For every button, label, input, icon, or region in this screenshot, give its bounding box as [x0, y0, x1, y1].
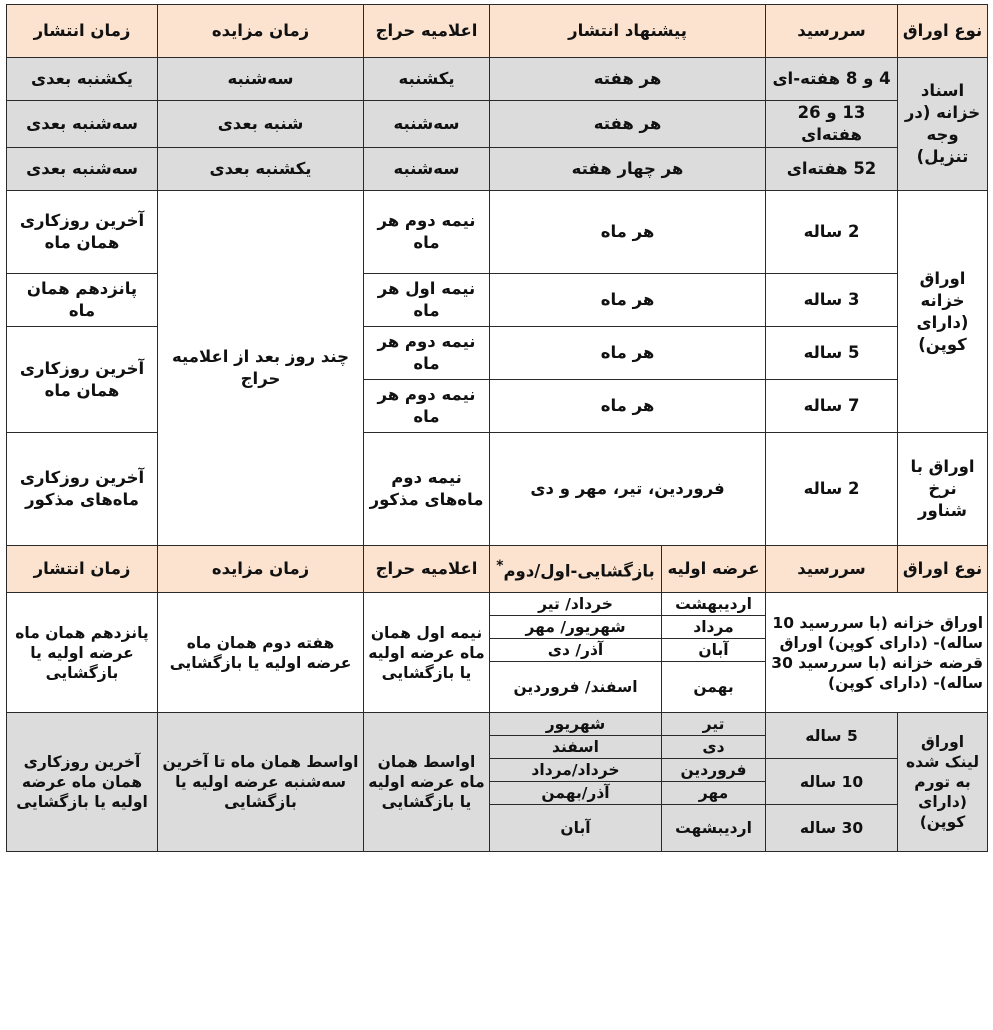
header-issue: زمان انتشار [7, 5, 158, 58]
reopen-cell: شهریور/ مهر [490, 616, 662, 639]
offer-cell: هر ماه [490, 327, 766, 380]
offer-cell: هر هفته [490, 58, 766, 101]
header-initial: عرضه اولیه [662, 546, 766, 593]
type-long-bonds: اوراق خزانه (با سررسید 10 ساله)- (دارای کوپن) اوراق قرضه خزانه (با سررسید 30 ساله)- (دارای کوپن) [766, 593, 988, 713]
offer-cell: هر هفته [490, 101, 766, 148]
reopen-cell: شهریور [490, 713, 662, 736]
maturity-cell: 4 و 8 هفته-ای [766, 58, 898, 101]
issue-cell: سه‌شنبه بعدی [7, 101, 158, 148]
header-offer: پیشنهاد انتشار [490, 5, 766, 58]
type-floating-rate: اوراق با نرخ شناور [898, 433, 988, 546]
initial-cell: دی [662, 736, 766, 759]
issue-cell: آخرین روزکاری ماه‌های مذکور [7, 433, 158, 546]
maturity-cell: 52 هفته‌ای [766, 148, 898, 191]
maturity-cell: 2 ساله [766, 191, 898, 274]
initial-cell: تیر [662, 713, 766, 736]
notice-cell: نیمه اول همان ماه عرضه اولیه یا بازگشایی [364, 593, 490, 713]
notice-cell: یکشنبه [364, 58, 490, 101]
header-reopen [490, 546, 662, 593]
header-type: نوع اوراق [898, 546, 988, 593]
maturity-cell: 10 ساله [766, 759, 898, 805]
notice-cell: نیمه دوم ماه‌های مذکور [364, 433, 490, 546]
issue-cell: یکشنبه بعدی [7, 58, 158, 101]
header-auction: زمان مزایده [158, 546, 364, 593]
type-inflation-linked: اوراق لینک شده به تورم (دارای کوپن) [898, 713, 988, 852]
maturity-cell: 3 ساله [766, 274, 898, 327]
reopen-cell: اسفند/ فروردین [490, 662, 662, 713]
issue-cell: آخرین روزکاری همان ماه [7, 191, 158, 274]
offer-cell: هر چهار هفته [490, 148, 766, 191]
reopen-cell: اسفند [490, 736, 662, 759]
initial-cell: اردیبهشت [662, 593, 766, 616]
maturity-cell: 5 ساله [766, 327, 898, 380]
table-row [7, 58, 988, 101]
offer-cell: هر ماه [490, 191, 766, 274]
header-maturity: سررسید [766, 5, 898, 58]
auction-cell: سه‌شنبه [158, 58, 364, 101]
reopen-cell: آبان [490, 805, 662, 852]
treasury-auction-schedule-table [6, 4, 988, 852]
initial-cell: بهمن [662, 662, 766, 713]
type-treasury-bills: اسناد خزانه (در وجه تنزیل) [898, 58, 988, 191]
notice-cell: نیمه اول هر ماه [364, 274, 490, 327]
table-row [7, 101, 988, 148]
initial-cell: آبان [662, 639, 766, 662]
issue-cell: پانزدهم همان ماه عرضه اولیه یا بازگشایی [7, 593, 158, 713]
table-row [7, 713, 988, 736]
header-reopen-mark: * [496, 558, 504, 575]
issue-cell: سه‌شنبه بعدی [7, 148, 158, 191]
header-reopen-label: بازگشایی-اول/دوم [503, 561, 655, 581]
auction-cell: یکشنبه بعدی [158, 148, 364, 191]
initial-cell: فروردین [662, 759, 766, 782]
notice-cell: نیمه دوم هر ماه [364, 327, 490, 380]
table-row [7, 191, 988, 274]
treasury-schedule-table-wrapper [6, 4, 987, 852]
maturity-cell: 30 ساله [766, 805, 898, 852]
table-row [7, 148, 988, 191]
header-maturity: سررسید [766, 546, 898, 593]
offer-cell: هر ماه [490, 380, 766, 433]
maturity-cell: 13 و 26 هفته‌ای [766, 101, 898, 148]
header-type: نوع اوراق [898, 5, 988, 58]
issue-cell: آخرین روزکاری همان ماه عرضه اولیه یا بازگشایی [7, 713, 158, 852]
initial-cell: اردیبشهت [662, 805, 766, 852]
notice-cell: نیمه دوم هر ماه [364, 191, 490, 274]
notice-cell: نیمه دوم هر ماه [364, 380, 490, 433]
table-row [7, 593, 988, 616]
notice-cell: اواسط همان ماه عرضه اولیه یا بازگشایی [364, 713, 490, 852]
auction-cell: هفته دوم همان ماه عرضه اولیه یا بازگشایی [158, 593, 364, 713]
header-notice: اعلامیه حراج [364, 546, 490, 593]
header-issue: زمان انتشار [7, 546, 158, 593]
table-row [7, 274, 988, 327]
maturity-cell: 2 ساله [766, 433, 898, 546]
initial-cell: مرداد [662, 616, 766, 639]
notice-cell: سه‌شنبه [364, 148, 490, 191]
offer-cell: هر ماه [490, 274, 766, 327]
auction-cell: اواسط همان ماه تا آخرین سه‌شنبه عرضه اولیه یا بازگشایی [158, 713, 364, 852]
type-treasury-notes: اوراق خزانه (دارای کوپن) [898, 191, 988, 433]
maturity-cell: 7 ساله [766, 380, 898, 433]
reopen-cell: آذر/ دی [490, 639, 662, 662]
reopen-cell: آذر/بهمن [490, 782, 662, 805]
reopen-cell: خرداد/ تیر [490, 593, 662, 616]
auction-cell: شنبه بعدی [158, 101, 364, 148]
issue-cell: آخرین روزکاری همان ماه [7, 327, 158, 433]
initial-cell: مهر [662, 782, 766, 805]
table-row [7, 327, 988, 380]
table-row [7, 433, 988, 546]
header-auction: زمان مزایده [158, 5, 364, 58]
offer-cell: فروردین، تیر، مهر و دی [490, 433, 766, 546]
notice-cell: سه‌شنبه [364, 101, 490, 148]
auction-cell-shared: چند روز بعد از اعلامیه حراج [158, 191, 364, 546]
header-row-2 [7, 546, 988, 593]
maturity-cell: 5 ساله [766, 713, 898, 759]
header-notice: اعلامیه حراج [364, 5, 490, 58]
issue-cell: پانزدهم همان ماه [7, 274, 158, 327]
reopen-cell: خرداد/مرداد [490, 759, 662, 782]
header-row-1 [7, 5, 988, 58]
